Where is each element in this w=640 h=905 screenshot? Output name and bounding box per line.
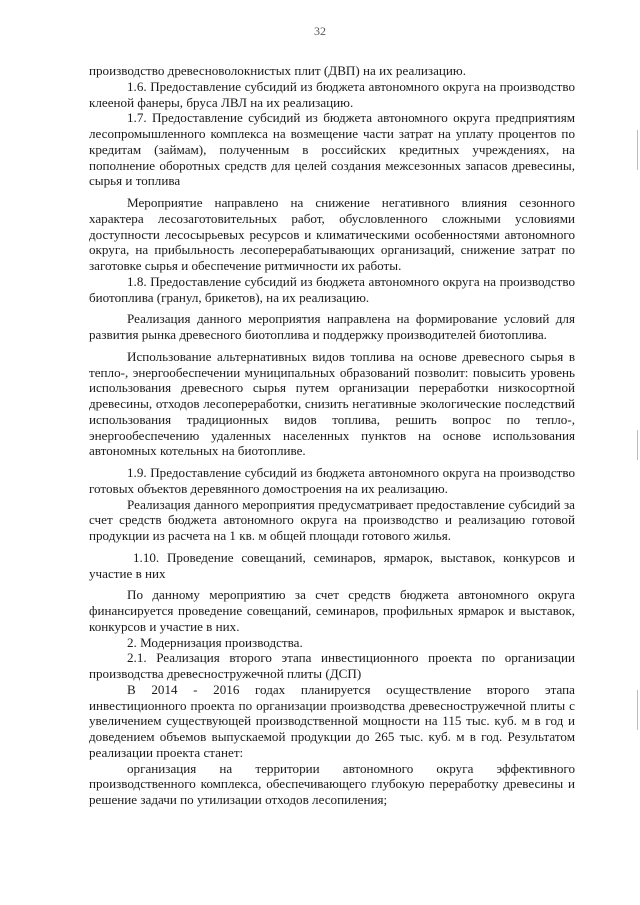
paragraph: Использование альтернативных видов топлива на основе древесного сырья в тепло-, энергообеспечении муниципальных образований позволит: повысить уровень использования древесного сырья путем организации переработки низкосортной древесины, отходов лесопереработки, снизить негативные экологические последствий использования традиционных видов топлива, решить вопрос по тепло-, энергообеспечению удаленных населенных пунктов на основе использования автономных котельных на биотопливе. — [89, 348, 575, 459]
paragraph: Мероприятие направлено на снижение негативного влияния сезонного характера лесозаготовительных работ, обусловленного сложными условиями доступности лесосырьевых ресурсов и климатическими особенностями автономного округа, на прибыльность лесоперерабатывающих организаций, снижение затрат по заготовке сырья и обеспечение ритмичности их работы. — [89, 195, 575, 273]
scan-edge-mark — [637, 690, 638, 730]
section-heading: 2. Модернизация производства. — [127, 634, 303, 650]
paragraph: производство древесноволокнистых плит (ДВП) на их реализацию. — [89, 63, 466, 78]
paragraph: 1.9. Предоставление субсидий из бюджета автономного округа на производство готовых объектов деревянного домостроения на их реализацию. — [89, 465, 575, 496]
paragraph: организация на территории автономного округа эффективного производственного комплекса, обеспечивающего глубокую переработку древесины и решение задачи по утилизации отходов лесопиления; — [89, 760, 575, 807]
paragraph: По данному мероприятию за счет средств бюджета автономного округа финансируется проведение совещаний, семинаров, профильных ярмарок и выставок, конкурсов и участие в них. — [89, 587, 575, 634]
scan-edge-mark — [637, 430, 638, 460]
paragraph: Реализация данного мероприятия направлена на формирование условий для развития рынка древесного биотоплива и поддержку производителей биотоплива. — [89, 311, 575, 342]
paragraph: 1.8. Предоставление субсидий из бюджета автономного округа на производство биотоплива (гранул, брикетов), на их реализацию. — [89, 273, 575, 305]
paragraph: 1.10. Проведение совещаний, семинаров, ярмарок, выставок, конкурсов и участие в них — [89, 549, 575, 581]
scan-edge-mark — [637, 130, 638, 170]
paragraph: 1.7. Предоставление субсидий из бюджета автономного округа предприятиям лесопромышленного комплекса на возмещение части затрат на уплату процентов по кредитам (займам), полученным в российских кредитных учреждениях, на пополнение оборотных средств для целей создания межсезонных запасов древесины, сырья и топлива — [89, 110, 575, 189]
page-number: 32 — [314, 24, 326, 38]
paragraph: 1.6. Предоставление субсидий из бюджета автономного округа на производство клееной фанеры, бруса ЛВЛ на их реализацию. — [89, 78, 575, 110]
paragraph: 2.1. Реализация второго этапа инвестиционного проекта по организации производства древесностружечной плиты (ДСП) — [89, 650, 575, 681]
paragraph: В 2014 - 2016 годах планируется осуществление второго этапа инвестиционного проекта по организации производства древесностружечной плиты с увеличением существующей производственной мощности на 115 тыс. куб. м в год и доведением объемов выпускаемой продукции до 265 тыс. куб. м в год. Результатом реализации проекта станет: — [89, 681, 575, 760]
paragraph: Реализация данного мероприятия предусматривает предоставление субсидий за счет средств бюджета автономного округа на производство и реализацию готовой продукции из расчета на 1 кв. м общей площади готового жилья. — [89, 496, 575, 543]
document-body — [89, 63, 575, 808]
